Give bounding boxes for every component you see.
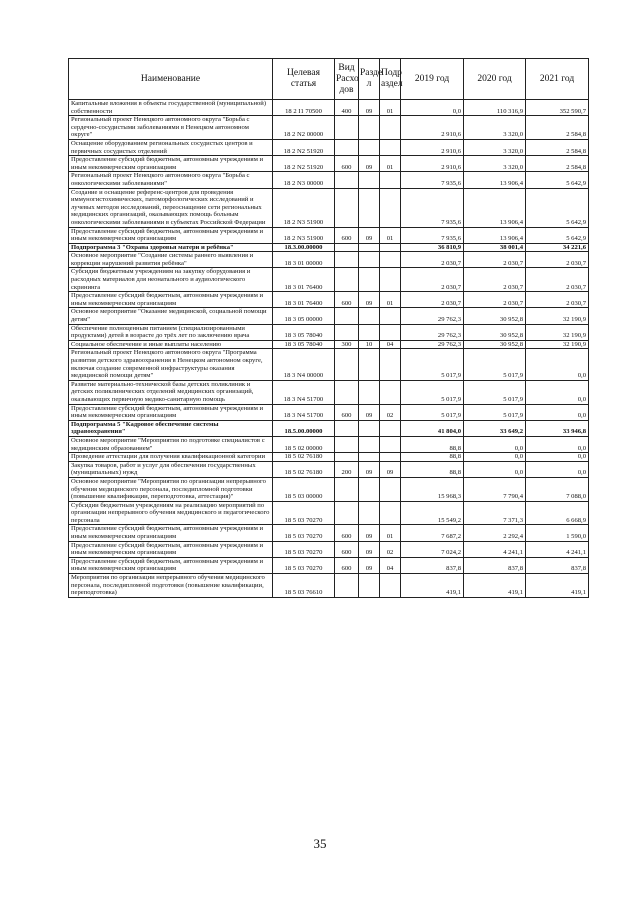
row-value-2020: 30 952,8 bbox=[464, 340, 526, 349]
row-value-2021: 32 190,9 bbox=[526, 324, 589, 340]
row-expense-type bbox=[335, 139, 359, 155]
header-2021: 2021 год bbox=[526, 59, 589, 100]
table-row bbox=[69, 268, 589, 292]
row-value-2021: 6 668,9 bbox=[526, 501, 589, 525]
row-section bbox=[359, 252, 380, 268]
row-section: 09 bbox=[359, 541, 380, 557]
row-section bbox=[359, 380, 380, 404]
row-value-2019: 5 017,9 bbox=[401, 404, 464, 420]
row-code: 18 3 01 00000 bbox=[273, 252, 335, 268]
row-value-2019: 15 968,3 bbox=[401, 477, 464, 501]
row-section: 09 bbox=[359, 292, 380, 308]
row-section bbox=[359, 172, 380, 188]
row-value-2021: 0,0 bbox=[526, 461, 589, 477]
row-code: 18.5.00.00000 bbox=[273, 420, 335, 436]
row-value-2019: 36 810,9 bbox=[401, 243, 464, 252]
row-value-2020: 2 030,7 bbox=[464, 292, 526, 308]
row-value-2019: 88,8 bbox=[401, 461, 464, 477]
row-value-2021: 32 190,9 bbox=[526, 308, 589, 324]
table-row bbox=[69, 252, 589, 268]
row-expense-type bbox=[335, 188, 359, 227]
row-section bbox=[359, 116, 380, 140]
row-value-2020: 3 320,0 bbox=[464, 139, 526, 155]
row-value-2021: 0,0 bbox=[526, 436, 589, 452]
header-expense-type: Вид Расхо дов bbox=[335, 59, 359, 100]
row-expense-type: 600 bbox=[335, 557, 359, 573]
row-expense-type bbox=[335, 453, 359, 462]
row-name: Создание и оснащение референс-центров для проведения иммуногистохимических, патоморфологических исследований и лучевых методов исследований, переоснащение сети региональных медицинских организаций, оказывающих помощь больным онкологическими заболеваниями в субъектах Российской Федерации bbox=[69, 188, 273, 227]
row-subsection bbox=[380, 308, 401, 324]
row-code: 18 5 02 76180 bbox=[273, 461, 335, 477]
row-expense-type bbox=[335, 574, 359, 598]
row-expense-type bbox=[335, 172, 359, 188]
row-value-2021: 2 584,8 bbox=[526, 139, 589, 155]
row-expense-type bbox=[335, 436, 359, 452]
row-value-2019: 5 017,9 bbox=[401, 349, 464, 380]
row-value-2020: 30 952,8 bbox=[464, 324, 526, 340]
table-row bbox=[69, 574, 589, 598]
row-subsection bbox=[380, 420, 401, 436]
row-expense-type bbox=[335, 380, 359, 404]
row-section: 09 bbox=[359, 557, 380, 573]
row-name: Предоставление субсидий бюджетным, автономным учреждениям и иным некоммерческим организациям bbox=[69, 541, 273, 557]
row-code: 18 5 02 76180 bbox=[273, 453, 335, 462]
row-code: 18 2 N2 00000 bbox=[273, 116, 335, 140]
table-row bbox=[69, 243, 589, 252]
row-subsection: 01 bbox=[380, 292, 401, 308]
row-expense-type bbox=[335, 477, 359, 501]
row-name: Социальное обеспечение и иные выплаты населению bbox=[69, 340, 273, 349]
row-expense-type bbox=[335, 324, 359, 340]
table-row bbox=[69, 340, 589, 349]
row-value-2019: 88,8 bbox=[401, 453, 464, 462]
row-expense-type: 300 bbox=[335, 340, 359, 349]
row-name: Предоставление субсидий бюджетным, автономным учреждениям и иным некоммерческим организациям bbox=[69, 404, 273, 420]
row-subsection: 04 bbox=[380, 340, 401, 349]
row-value-2019: 2 030,7 bbox=[401, 252, 464, 268]
row-expense-type: 600 bbox=[335, 404, 359, 420]
row-subsection: 01 bbox=[380, 156, 401, 172]
row-value-2019: 837,8 bbox=[401, 557, 464, 573]
row-value-2021: 5 642,9 bbox=[526, 227, 589, 243]
row-value-2020: 7 790,4 bbox=[464, 477, 526, 501]
row-value-2020: 2 030,7 bbox=[464, 268, 526, 292]
row-subsection bbox=[380, 188, 401, 227]
row-subsection: 02 bbox=[380, 541, 401, 557]
row-value-2019: 29 762,3 bbox=[401, 324, 464, 340]
table-row bbox=[69, 156, 589, 172]
row-value-2019: 29 762,3 bbox=[401, 308, 464, 324]
row-value-2021: 7 088,0 bbox=[526, 477, 589, 501]
row-code: 18 3 05 78040 bbox=[273, 324, 335, 340]
row-value-2020: 5 017,9 bbox=[464, 349, 526, 380]
row-section bbox=[359, 268, 380, 292]
row-value-2020: 5 017,9 bbox=[464, 404, 526, 420]
row-code: 18 2 N2 51920 bbox=[273, 156, 335, 172]
row-value-2020: 0,0 bbox=[464, 453, 526, 462]
row-value-2019: 41 804,0 bbox=[401, 420, 464, 436]
table-row bbox=[69, 139, 589, 155]
row-section bbox=[359, 477, 380, 501]
row-code: 18 5 03 70270 bbox=[273, 557, 335, 573]
row-section: 09 bbox=[359, 227, 380, 243]
row-code: 18 3 N4 51700 bbox=[273, 380, 335, 404]
row-expense-type bbox=[335, 252, 359, 268]
row-value-2020: 5 017,9 bbox=[464, 380, 526, 404]
table-row bbox=[69, 349, 589, 380]
table-row bbox=[69, 172, 589, 188]
table-row bbox=[69, 525, 589, 541]
row-name: Основное мероприятие "Мероприятия по подготовке специалистов с медицинским образованием" bbox=[69, 436, 273, 452]
row-value-2019: 2 910,6 bbox=[401, 116, 464, 140]
row-code: 18 5 02 00000 bbox=[273, 436, 335, 452]
row-subsection: 01 bbox=[380, 100, 401, 116]
table-row bbox=[69, 380, 589, 404]
table-row bbox=[69, 404, 589, 420]
row-value-2021: 2 030,7 bbox=[526, 292, 589, 308]
header-2020: 2020 год bbox=[464, 59, 526, 100]
row-section: 09 bbox=[359, 100, 380, 116]
row-subsection: 01 bbox=[380, 525, 401, 541]
row-code: 18 5 03 00000 bbox=[273, 477, 335, 501]
row-name: Основное мероприятие "Создание системы раннего выявления и коррекции нарушений развития ребёнка" bbox=[69, 252, 273, 268]
row-expense-type bbox=[335, 308, 359, 324]
row-name: Предоставление субсидий бюджетным, автономным учреждениям и иным некоммерческим организациям bbox=[69, 156, 273, 172]
row-code: 18 5 03 76610 bbox=[273, 574, 335, 598]
row-code: 18 2 N2 51920 bbox=[273, 139, 335, 155]
row-value-2019: 7 935,6 bbox=[401, 227, 464, 243]
row-name: Основное мероприятие "Мероприятия по организации непрерывного обучения медицинского персонала, последипломной подготовки (повышение квалификации, переподготовка, аттестация)" bbox=[69, 477, 273, 501]
row-section bbox=[359, 324, 380, 340]
row-value-2019: 2 910,6 bbox=[401, 156, 464, 172]
table-row bbox=[69, 557, 589, 573]
row-value-2019: 7 935,6 bbox=[401, 172, 464, 188]
row-value-2021: 32 190,9 bbox=[526, 340, 589, 349]
row-name: Предоставление субсидий бюджетным, автономным учреждениям и иным некоммерческим организациям bbox=[69, 525, 273, 541]
header-row bbox=[69, 59, 589, 100]
row-value-2019: 29 762,3 bbox=[401, 340, 464, 349]
row-name: Закупка товаров, работ и услуг для обеспечения государственных (муниципальных) нужд bbox=[69, 461, 273, 477]
row-code: 18 5 03 70270 bbox=[273, 541, 335, 557]
table-row bbox=[69, 453, 589, 462]
row-value-2021: 352 590,7 bbox=[526, 100, 589, 116]
row-value-2019: 419,1 bbox=[401, 574, 464, 598]
row-name: Региональный проект Ненецкого автономного округа "Борьба с онкологическими заболеваниями" bbox=[69, 172, 273, 188]
header-2019: 2019 год bbox=[401, 59, 464, 100]
table-row bbox=[69, 324, 589, 340]
header-subsection: Подр аздел bbox=[380, 59, 401, 100]
row-code: 18 3 01 76400 bbox=[273, 292, 335, 308]
row-value-2020: 2 030,7 bbox=[464, 252, 526, 268]
row-section bbox=[359, 501, 380, 525]
row-expense-type: 200 bbox=[335, 461, 359, 477]
row-value-2021: 33 946,8 bbox=[526, 420, 589, 436]
row-value-2020: 0,0 bbox=[464, 461, 526, 477]
table-row bbox=[69, 461, 589, 477]
row-subsection bbox=[380, 116, 401, 140]
row-value-2019: 2 910,6 bbox=[401, 139, 464, 155]
row-expense-type bbox=[335, 116, 359, 140]
row-value-2021: 0,0 bbox=[526, 404, 589, 420]
row-expense-type: 400 bbox=[335, 100, 359, 116]
row-name: Капитальные вложения в объекты государственной (муниципальной) собственности bbox=[69, 100, 273, 116]
row-expense-type: 600 bbox=[335, 541, 359, 557]
row-value-2021: 4 241,1 bbox=[526, 541, 589, 557]
table-row bbox=[69, 477, 589, 501]
row-code: 18 2 I1 70500 bbox=[273, 100, 335, 116]
row-section bbox=[359, 188, 380, 227]
row-code: 18.3.00.00000 bbox=[273, 243, 335, 252]
budget-document bbox=[68, 58, 588, 598]
row-expense-type: 600 bbox=[335, 292, 359, 308]
row-expense-type bbox=[335, 243, 359, 252]
row-name: Основное мероприятие "Оказание медицинской, социальной помощи детям" bbox=[69, 308, 273, 324]
row-subsection bbox=[380, 574, 401, 598]
row-name: Развитие материально-технической базы детских поликлиник и детских поликлинических отделений медицинских организаций, оказывающих первичную медико-санитарную помощь bbox=[69, 380, 273, 404]
row-value-2020: 4 241,1 bbox=[464, 541, 526, 557]
row-value-2020: 38 001,4 bbox=[464, 243, 526, 252]
row-subsection bbox=[380, 324, 401, 340]
row-code: 18 3 01 76400 bbox=[273, 268, 335, 292]
row-value-2019: 7 024,2 bbox=[401, 541, 464, 557]
header-code: Целевая статья bbox=[273, 59, 335, 100]
row-value-2019: 88,8 bbox=[401, 436, 464, 452]
row-subsection: 02 bbox=[380, 404, 401, 420]
table-row bbox=[69, 541, 589, 557]
row-subsection bbox=[380, 380, 401, 404]
row-name: Проведение аттестации для получения квалификационной категории bbox=[69, 453, 273, 462]
row-section bbox=[359, 139, 380, 155]
row-code: 18 3 05 00000 bbox=[273, 308, 335, 324]
row-expense-type: 600 bbox=[335, 156, 359, 172]
table-row bbox=[69, 100, 589, 116]
row-value-2020: 110 316,9 bbox=[464, 100, 526, 116]
row-name: Субсидии бюджетным учреждениям на реализацию мероприятий по организации непрерывного обучения медицинского и педагогического персонала bbox=[69, 501, 273, 525]
budget-rows bbox=[69, 100, 589, 598]
row-value-2020: 3 320,0 bbox=[464, 116, 526, 140]
row-code: 18 5 03 70270 bbox=[273, 525, 335, 541]
row-value-2020: 419,1 bbox=[464, 574, 526, 598]
row-code: 18 5 03 70270 bbox=[273, 501, 335, 525]
row-value-2021: 0,0 bbox=[526, 453, 589, 462]
row-value-2021: 2 030,7 bbox=[526, 268, 589, 292]
row-code: 18 2 N3 51900 bbox=[273, 188, 335, 227]
table-row bbox=[69, 420, 589, 436]
row-value-2020: 30 952,8 bbox=[464, 308, 526, 324]
row-value-2019: 2 030,7 bbox=[401, 268, 464, 292]
row-section bbox=[359, 453, 380, 462]
row-subsection bbox=[380, 436, 401, 452]
row-section bbox=[359, 349, 380, 380]
row-expense-type bbox=[335, 420, 359, 436]
row-expense-type: 600 bbox=[335, 227, 359, 243]
row-value-2020: 837,8 bbox=[464, 557, 526, 573]
table-row bbox=[69, 436, 589, 452]
row-value-2021: 5 642,9 bbox=[526, 172, 589, 188]
row-section bbox=[359, 574, 380, 598]
row-subsection bbox=[380, 252, 401, 268]
row-name: Предоставление субсидий бюджетным, автономным учреждениям и иным некоммерческим организациям bbox=[69, 292, 273, 308]
row-name: Мероприятия по организации непрерывного обучения медицинского персонала, последипломной подготовки (повышение квалификации, переподготовка) bbox=[69, 574, 273, 598]
row-subsection bbox=[380, 501, 401, 525]
row-value-2019: 7 935,6 bbox=[401, 188, 464, 227]
table-row bbox=[69, 188, 589, 227]
row-subsection bbox=[380, 349, 401, 380]
row-section: 09 bbox=[359, 404, 380, 420]
row-value-2021: 0,0 bbox=[526, 349, 589, 380]
row-subsection bbox=[380, 139, 401, 155]
row-code: 18 3 05 78040 bbox=[273, 340, 335, 349]
row-name: Оснащение оборудованием региональных сосудистых центров и первичных сосудистых отделений bbox=[69, 139, 273, 155]
row-expense-type bbox=[335, 268, 359, 292]
row-subsection bbox=[380, 243, 401, 252]
row-value-2020: 7 371,3 bbox=[464, 501, 526, 525]
row-name: Региональный проект Ненецкого автономного округа "Программа развития детского здравоохранения в Ненецком автономном округе, включая создание современной инфраструктуры оказания медицинской помощи детям" bbox=[69, 349, 273, 380]
row-value-2021: 419,1 bbox=[526, 574, 589, 598]
row-value-2020: 13 906,4 bbox=[464, 188, 526, 227]
row-code: 18 3 N4 51700 bbox=[273, 404, 335, 420]
table-row bbox=[69, 227, 589, 243]
row-name: Предоставление субсидий бюджетным, автономным учреждениям и иным некоммерческим организациям bbox=[69, 227, 273, 243]
row-subsection bbox=[380, 172, 401, 188]
row-name: Обеспечение полноценным питанием (специализированными продуктами) детей в возрасте до трёх лет по заключению врача bbox=[69, 324, 273, 340]
row-section bbox=[359, 308, 380, 324]
row-value-2019: 2 030,7 bbox=[401, 292, 464, 308]
row-name: Предоставление субсидий бюджетным, автономным учреждениям и иным некоммерческим организациям bbox=[69, 557, 273, 573]
table-row bbox=[69, 501, 589, 525]
page-number: 35 bbox=[313, 836, 327, 851]
table-row bbox=[69, 308, 589, 324]
row-subsection bbox=[380, 268, 401, 292]
budget-table bbox=[68, 58, 589, 598]
row-name: Подпрограмма 5 "Кадровое обеспечение системы здравоохранения" bbox=[69, 420, 273, 436]
table-row bbox=[69, 292, 589, 308]
row-value-2021: 2 584,8 bbox=[526, 156, 589, 172]
row-code: 18 2 N3 51900 bbox=[273, 227, 335, 243]
row-value-2019: 5 017,9 bbox=[401, 380, 464, 404]
header-section: Разде л bbox=[359, 59, 380, 100]
row-code: 18 3 N4 00000 bbox=[273, 349, 335, 380]
row-section: 09 bbox=[359, 525, 380, 541]
row-code: 18 2 N3 00000 bbox=[273, 172, 335, 188]
row-value-2020: 13 906,4 bbox=[464, 172, 526, 188]
row-value-2020: 0,0 bbox=[464, 436, 526, 452]
row-name: Субсидия бюджетным учреждениям на закупку оборудования и расходных материалов для неонатального и аудиологического скрининга bbox=[69, 268, 273, 292]
row-expense-type bbox=[335, 501, 359, 525]
row-value-2021: 837,8 bbox=[526, 557, 589, 573]
row-expense-type: 600 bbox=[335, 525, 359, 541]
row-value-2020: 33 649,2 bbox=[464, 420, 526, 436]
row-section bbox=[359, 436, 380, 452]
table-row bbox=[69, 116, 589, 140]
row-value-2019: 7 687,2 bbox=[401, 525, 464, 541]
row-subsection bbox=[380, 477, 401, 501]
header-name: Наименование bbox=[69, 59, 273, 100]
row-section: 10 bbox=[359, 340, 380, 349]
row-value-2021: 5 642,9 bbox=[526, 188, 589, 227]
row-name: Региональный проект Ненецкого автономного округа "Борьба с сердечно-сосудистыми заболеваниями в Ненецком автономном округе" bbox=[69, 116, 273, 140]
row-section bbox=[359, 420, 380, 436]
row-subsection bbox=[380, 453, 401, 462]
row-value-2020: 13 906,4 bbox=[464, 227, 526, 243]
row-section: 09 bbox=[359, 461, 380, 477]
row-value-2021: 34 221,6 bbox=[526, 243, 589, 252]
row-value-2020: 2 292,4 bbox=[464, 525, 526, 541]
row-expense-type bbox=[335, 349, 359, 380]
row-value-2021: 0,0 bbox=[526, 380, 589, 404]
row-value-2019: 0,0 bbox=[401, 100, 464, 116]
row-section: 09 bbox=[359, 156, 380, 172]
row-subsection: 09 bbox=[380, 461, 401, 477]
row-subsection: 04 bbox=[380, 557, 401, 573]
row-value-2021: 2 030,7 bbox=[526, 252, 589, 268]
row-subsection: 01 bbox=[380, 227, 401, 243]
row-value-2021: 2 584,8 bbox=[526, 116, 589, 140]
row-value-2020: 3 320,0 bbox=[464, 156, 526, 172]
row-name: Подпрограмма 3 "Охрана здоровья матери и ребёнка" bbox=[69, 243, 273, 252]
row-value-2021: 1 590,0 bbox=[526, 525, 589, 541]
row-section bbox=[359, 243, 380, 252]
row-value-2019: 15 549,2 bbox=[401, 501, 464, 525]
